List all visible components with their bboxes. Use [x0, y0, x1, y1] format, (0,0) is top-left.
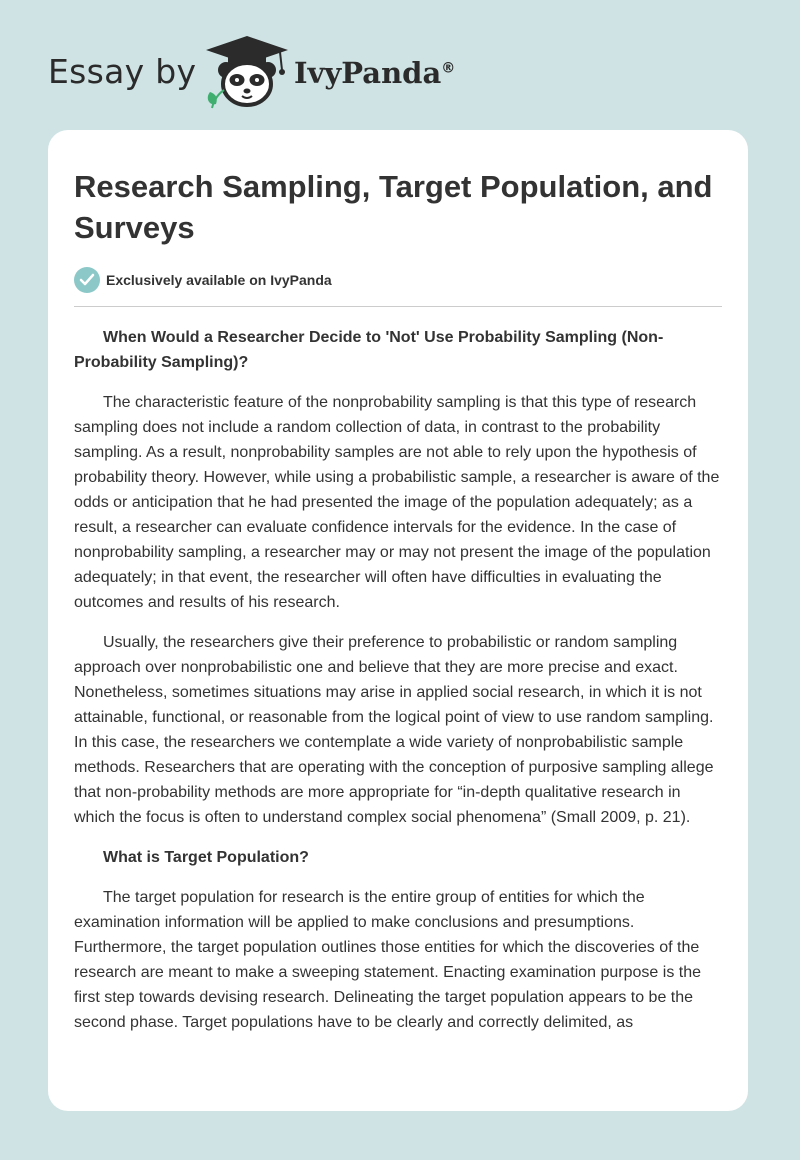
brand-prefix: Essay by: [48, 52, 197, 91]
panda-logo-icon: [202, 34, 292, 110]
body-paragraph: The characteristic feature of the nonprobability sampling is that this type of research sampling does not include a random collection of data, in contrast to the probability sampling. As a result, nonprobability samples are not able to rely upon the hypothesis of probability theory. However, while using a probabilistic sample, a researcher is aware of the odds or anticipation that he had presented the image of the population adequately; as a result, a researcher can evaluate confidence intervals for the evidence. In the case of nonprobability sampling, a researcher may or may not present the image of the population adequately; in that event, the researcher will often have difficulties in evaluating the outcomes and results of his research.: [74, 394, 720, 611]
article-body: [74, 325, 722, 1035]
section-heading: What is Target Population?: [103, 849, 309, 866]
brand-header[interactable]: [48, 34, 488, 114]
body-paragraph: The target population for research is the entire group of entities for which the examination information will be applied to make conclusions and presumptions. Furthermore, the target population outlines those entities for which the discoveries of the research are meant to make a sweeping statement. Enacting examination purpose is the first step towards devising research. Delineating the target population appears to be the second phase. Target populations have to be clearly and correctly delimited, as: [74, 889, 702, 1031]
section-heading: When Would a Researcher Decide to 'Not' Use Probability Sampling (Non-Probability Sampling)?: [74, 329, 664, 371]
exclusive-badge-text: Exclusively available on IvyPanda: [106, 272, 332, 288]
page-title: Research Sampling, Target Population, and Surveys: [74, 169, 713, 245]
brand-name: IvyPanda®: [294, 56, 456, 90]
check-circle-icon: [74, 267, 100, 293]
body-paragraph: Usually, the researchers give their preference to probabilistic or random sampling approach over nonprobabilistic one and believe that they are more precise and exact. Nonetheless, sometimes situations may arise in applied social research, in which it is not attainable, functional, or reasonable from the logical point of view to use random sampling. In this case, the researchers we contemplate a wide variety of nonprobabilistic sample methods. Researchers that are operating with the conception of purposive sampling allege that non-probability methods are more appropriate for “in-depth qualitative research in which the focus is often to understand complex social phenomena” (Small 2009, p. 21).: [74, 634, 714, 826]
divider: [74, 306, 722, 307]
exclusive-badge: [74, 266, 722, 294]
article-card: [48, 130, 748, 1111]
